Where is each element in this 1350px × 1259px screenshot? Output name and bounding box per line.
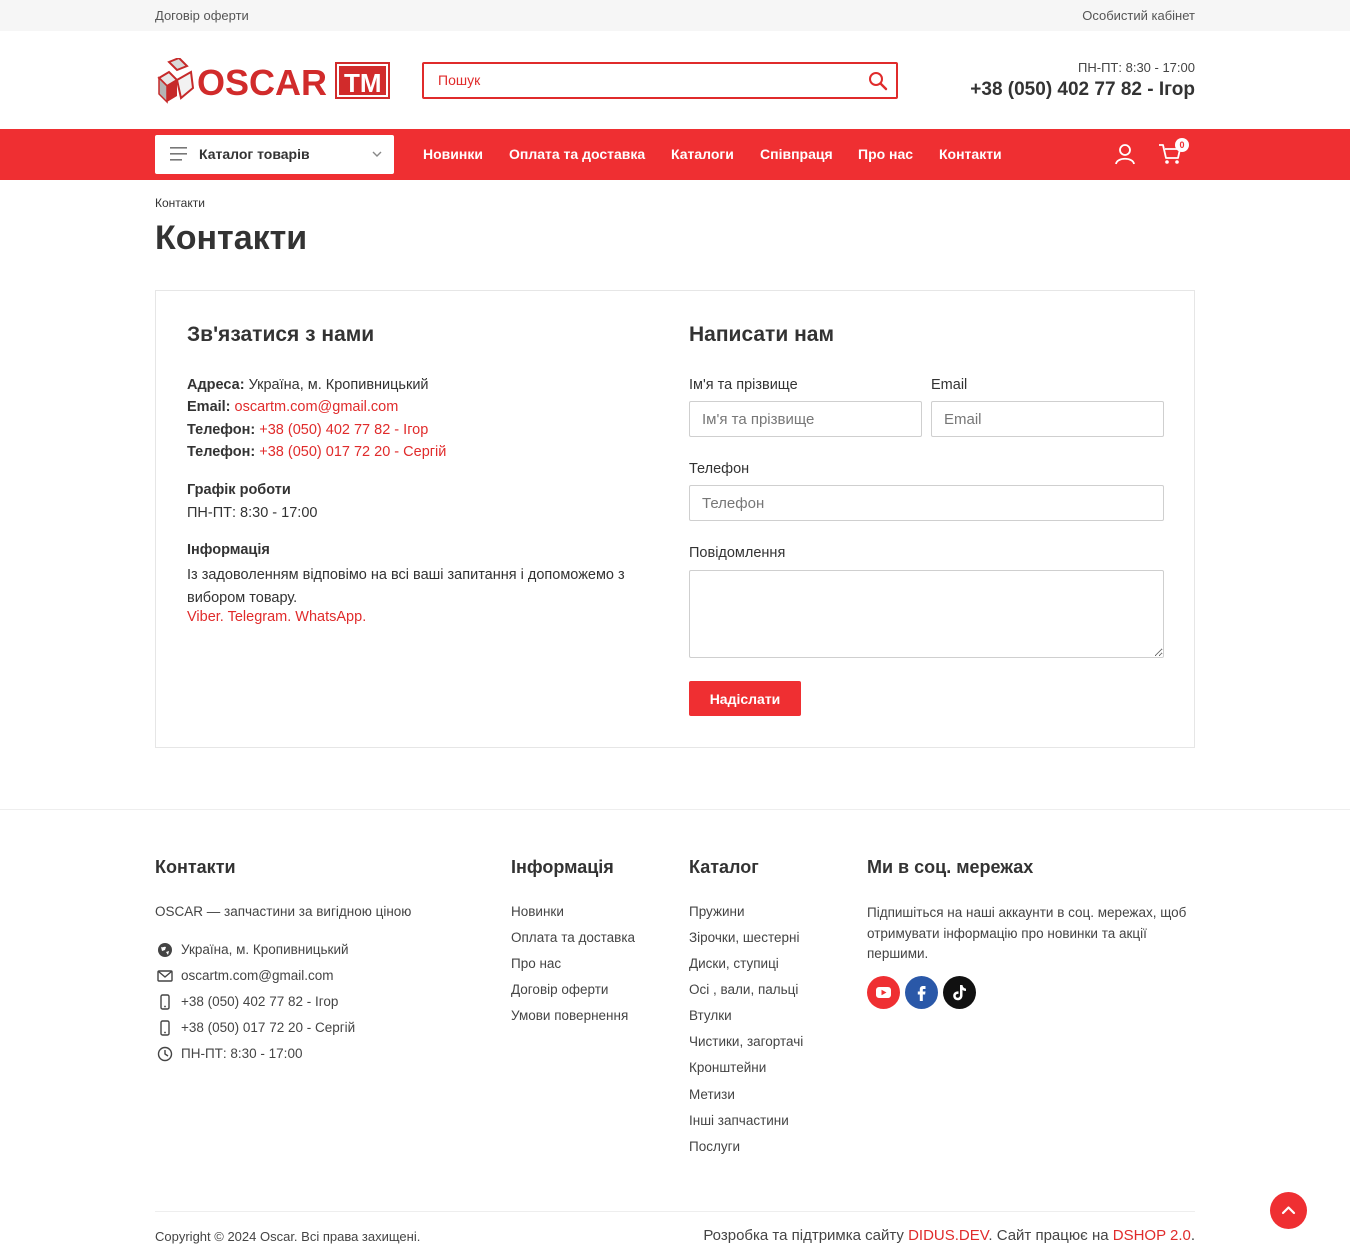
cart-count-badge: 0 (1175, 138, 1189, 152)
tiktok-icon (943, 976, 976, 1009)
search-input[interactable] (438, 72, 858, 88)
form-title: Написати нам (689, 323, 834, 346)
user-icon[interactable] (1114, 143, 1136, 165)
personal-cabinet-link[interactable]: Особистий кабінет (1082, 8, 1195, 23)
footer-phone-1[interactable]: +38 (050) 402 77 82 - Ігор (181, 994, 339, 1009)
offer-agreement-link[interactable]: Договір оферти (155, 8, 249, 23)
header-phone[interactable]: +38 (050) 402 77 82 - Ігор (970, 79, 1195, 100)
footer-social-title: Ми в соц. мережах (867, 857, 1034, 877)
chevron-up-icon (1270, 1192, 1307, 1229)
name-label: Ім'я та прізвище (689, 377, 798, 393)
chevron-down-icon (372, 149, 382, 159)
footer-info-title: Інформація (511, 857, 614, 877)
scroll-to-top-button[interactable] (1270, 1192, 1307, 1229)
header-work-hours: ПН-ПТ: 8:30 - 17:00 (1078, 60, 1195, 75)
email-label: Email: (187, 399, 231, 415)
globe-icon (157, 942, 173, 958)
name-input[interactable] (689, 401, 922, 437)
footer-catalog-link[interactable]: Зірочки, шестерні (689, 930, 800, 945)
dev-suffix: . (1190, 1227, 1195, 1244)
footer-bottom-divider (155, 1211, 1195, 1212)
footer-catalog-link[interactable]: Пружини (689, 904, 745, 919)
dev-middle: . Сайт працює на (988, 1227, 1113, 1244)
contacts-card (155, 290, 1195, 748)
footer-email[interactable]: oscartm.com@gmail.com (181, 968, 334, 983)
footer-catalog-link[interactable]: Послуги (689, 1139, 741, 1154)
search-box (422, 62, 898, 99)
footer-address: Україна, м. Кропивницький (181, 942, 349, 957)
email-input[interactable] (931, 401, 1164, 437)
footer-info-link[interactable]: Новинки (511, 904, 564, 919)
nav-item-contacts[interactable]: Контакти (939, 146, 1002, 162)
catalog-dropdown-button[interactable] (155, 135, 394, 174)
contact-title: Зв'язатися з нами (187, 323, 375, 346)
footer-catalog-link[interactable]: Втулки (689, 1008, 732, 1023)
phone-link-1[interactable]: +38 (050) 402 77 82 - Ігор (259, 422, 429, 438)
footer-info-link[interactable]: Умови повернення (511, 1008, 629, 1023)
mail-icon (157, 968, 173, 984)
footer-catalog-link[interactable]: Інші запчастини (689, 1113, 789, 1128)
didus-dev-link[interactable]: DIDUS.DEV (908, 1227, 989, 1244)
messenger-links: Viber. Telegram. WhatsApp. (187, 609, 367, 625)
mobile-phone-icon (157, 1020, 173, 1036)
footer-social-text: Підпишіться на наші аккаунти в соц. мережах, щоб отримувати інформацію про новинки та акції першими. (867, 905, 1187, 961)
email-field-label: Email (931, 377, 968, 393)
message-textarea[interactable] (689, 570, 1164, 658)
whatsapp-link[interactable]: WhatsApp (295, 609, 363, 625)
youtube-button[interactable] (867, 976, 900, 1009)
mobile-phone-icon (157, 994, 173, 1010)
phone-input[interactable] (689, 485, 1164, 521)
logo-text: OSCAR (197, 62, 328, 103)
info-title: Інформація (187, 542, 270, 558)
clock-icon (157, 1046, 173, 1062)
logo-cubes-icon (157, 58, 390, 104)
submit-button[interactable]: Надіслати (689, 681, 801, 716)
phone-line-2 (187, 444, 446, 460)
page-title: Контакти (155, 219, 308, 257)
nav-item-catalogs[interactable]: Каталоги (671, 146, 734, 162)
facebook-icon (905, 976, 938, 1009)
address-value: Україна, м. Кропивницький (248, 377, 429, 393)
address-line (187, 377, 429, 393)
schedule-title: Графік роботи (187, 482, 291, 498)
footer-info-link[interactable]: Оплата та доставка (511, 930, 636, 945)
nav-item-about[interactable]: Про нас (858, 146, 914, 162)
copyright: Copyright © 2024 Oscar. Всі права захищені. (155, 1229, 421, 1244)
viber-link[interactable]: Viber (187, 609, 220, 625)
message-label: Повідомлення (689, 545, 786, 561)
developer-credit (703, 1227, 1195, 1244)
phone-field-label: Телефон (689, 461, 750, 477)
logo[interactable] (157, 58, 390, 104)
nav-item-cooperation[interactable]: Співпраця (760, 146, 833, 162)
nav-item-new[interactable]: Новинки (423, 146, 483, 162)
footer-catalog-link[interactable]: Осі , вали, пальці (689, 982, 799, 997)
phone-line-1 (187, 422, 428, 438)
dev-prefix: Розробка та підтримка сайту (703, 1227, 909, 1244)
phone-label: Телефон: (187, 422, 256, 438)
schedule-value: ПН-ПТ: 8:30 - 17:00 (187, 505, 318, 521)
main-nav (0, 129, 1350, 180)
breadcrumb[interactable]: Контакти (155, 196, 205, 210)
footer-info-link[interactable]: Про нас (511, 956, 562, 971)
dshop-link[interactable]: DSHOP 2.0 (1112, 1227, 1191, 1244)
top-bar (0, 0, 1350, 31)
phone-link-2[interactable]: +38 (050) 017 72 20 - Сергій (259, 444, 447, 460)
facebook-button[interactable] (905, 976, 938, 1009)
footer-phone-2[interactable]: +38 (050) 017 72 20 - Сергій (181, 1020, 356, 1035)
footer-catalog-link[interactable]: Метизи (689, 1087, 735, 1102)
footer-tagline: OSCAR — запчастини за вигідною ціною (155, 904, 412, 919)
footer-info-link[interactable]: Договір оферти (511, 982, 609, 997)
catalog-label: Каталог товарів (199, 146, 310, 162)
email-link[interactable]: oscartm.com@gmail.com (234, 399, 399, 415)
footer-catalog-link[interactable]: Диски, ступиці (689, 956, 779, 971)
info-text: Із задоволенням відповімо на всі ваші запитання і допоможемо з вибором товару. (187, 567, 625, 606)
menu-icon (170, 147, 187, 161)
footer-divider (0, 809, 1350, 810)
nav-item-payment-delivery[interactable]: Оплата та доставка (509, 146, 646, 162)
footer-hours: ПН-ПТ: 8:30 - 17:00 (181, 1046, 303, 1061)
tiktok-button[interactable] (943, 976, 976, 1009)
email-line (187, 399, 398, 415)
address-label: Адреса: (187, 377, 245, 393)
footer-catalog-link[interactable]: Кронштейни (689, 1060, 767, 1075)
telegram-link[interactable]: Telegram (227, 609, 288, 625)
footer-catalog-title: Каталог (689, 857, 759, 877)
footer-catalog-link[interactable]: Чистики, загортачі (689, 1034, 804, 1049)
footer-contacts-title: Контакти (155, 857, 236, 877)
youtube-icon (867, 976, 900, 1009)
search-icon[interactable] (868, 71, 888, 91)
logo-tm: TM (344, 68, 382, 98)
phone-label: Телефон: (187, 444, 256, 460)
